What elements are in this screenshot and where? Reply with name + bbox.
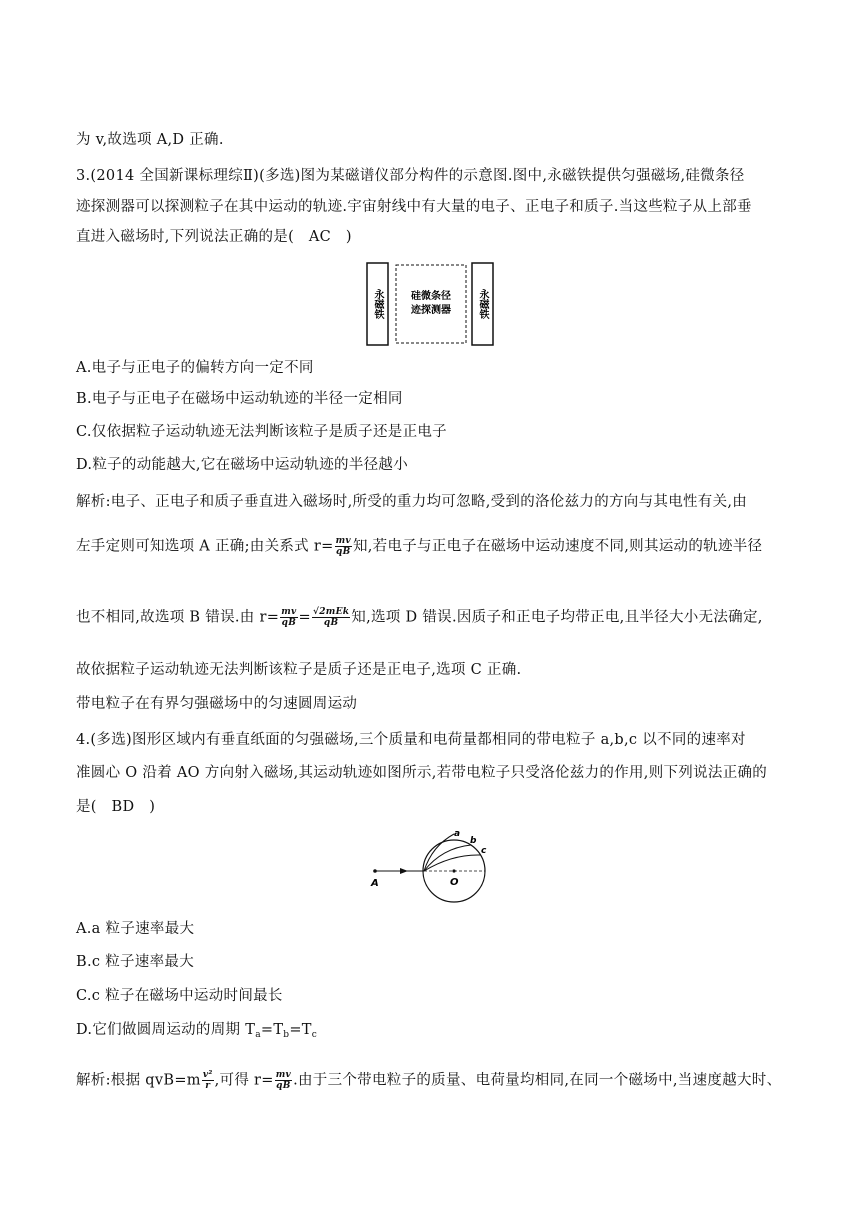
formula-mv-over-qB: $\frac{mv}{qB}$	[335, 536, 351, 557]
label-c-track: c	[481, 846, 487, 856]
label-b-track: b	[470, 836, 477, 846]
magnetic-spectrometer-figure	[366, 262, 496, 346]
solution-3-line: 故依据粒子运动轨迹无法判断该粒子是质子还是正电子,选项 C 正确.	[76, 662, 522, 678]
detector-box	[396, 265, 466, 343]
question-4-stem: 是( BD )	[76, 799, 156, 815]
option-c: C.c 粒子在磁场中运动时间最长	[76, 988, 283, 1004]
circular-field-figure	[360, 826, 510, 906]
option-d: D.它们做圆周运动的周期 $T_a=T_b=T_c$	[76, 1022, 318, 1040]
text-line: 为 v,故选项 A,D 正确.	[76, 132, 224, 148]
detector-label-line2: 迹探测器	[411, 305, 451, 316]
option-c: C.仅依据粒子运动轨迹无法判断该粒子是质子还是正电子	[76, 424, 447, 440]
detector-label-line1: 硅微条径	[411, 291, 451, 302]
arrow-icon	[400, 868, 408, 874]
option-a: A.电子与正电子的偏转方向一定不同	[76, 360, 314, 376]
option-b: B.c 粒子速率最大	[76, 954, 194, 970]
label-a-point: A	[371, 878, 379, 889]
solution-4-line: 解析:根据 qvB=m $\frac{\text{v²}}{r}$ ,可得 r= $\frac{mv}{qB}$ .由于三个带电粒子的质量、电荷量均相同,在同一个磁场中,当速度越大时、	[76, 1070, 782, 1091]
question-4-stem: 4.(多选)图形区域内有垂直纸面的匀强磁场,三个质量和电荷量都相同的带电粒子 a,b,c 以不同的速率对	[76, 732, 746, 748]
option-b: B.电子与正电子在磁场中运动轨迹的半径一定相同	[76, 391, 403, 407]
formula-mv-over-qB: $\frac{mv}{qB}$	[281, 607, 297, 628]
label-center: O	[450, 877, 459, 888]
solution-3-line: 解析:电子、正电子和质子垂直进入磁场时,所受的重力均可忽略,受到的洛伦兹力的方向与其电性有关,由	[76, 494, 748, 510]
formula-v2-over-r: $\frac{\text{v²}}{r}$	[202, 1070, 213, 1091]
formula-mv-over-qB: $\frac{mv}{qB}$	[275, 1070, 292, 1091]
question-3-stem: 3.(2014 全国新课标理综Ⅱ)(多选)图为某磁谱仪部分构件的示意图.图中,永磁铁提供匀强磁场,硅微条径	[76, 168, 745, 184]
center-dot	[452, 869, 455, 872]
question-3-stem: 直进入磁场时,下列说法正确的是( AC )	[76, 229, 352, 245]
left-magnet-label: 永磁铁	[372, 289, 383, 319]
option-d: D.粒子的动能越大,它在磁场中运动轨迹的半径越小	[76, 457, 409, 473]
label-a-track: a	[454, 829, 461, 839]
section-heading: 带电粒子在有界匀强磁场中的匀速圆周运动	[76, 696, 358, 712]
point-a-dot	[373, 869, 377, 873]
formula-sqrt-over-qB: $\frac{\text{√2mEk}}{qB}$	[313, 607, 350, 628]
question-3-stem: 迹探测器可以探测粒子在其中运动的轨迹.宇宙射线中有大量的电子、正电子和质子.当这些粒子从上部垂	[76, 199, 752, 215]
question-4-stem: 准圆心 O 沿着 AO 方向射入磁场,其运动轨迹如图所示,若带电粒子只受洛伦兹力的作用,则下列说法正确的	[76, 765, 768, 781]
right-magnet-label: 永磁铁	[477, 289, 488, 319]
option-a: A.a 粒子速率最大	[76, 921, 195, 937]
solution-3-line: 左手定则可知选项 A 正确;由关系式 r= $\frac{mv}{qB}$ 知,若电子与正电子在磁场中运动速度不同,则其运动的轨迹半径	[76, 536, 763, 557]
solution-3-line: 也不相同,故选项 B 错误.由 r= $\frac{mv}{qB}$ = $\frac{\text{√2mEk}}{qB}$ 知,选项 D 错误.因质子和正电子均带正电,且半径大小无法确定,	[76, 607, 763, 628]
trajectory-c	[424, 855, 481, 871]
